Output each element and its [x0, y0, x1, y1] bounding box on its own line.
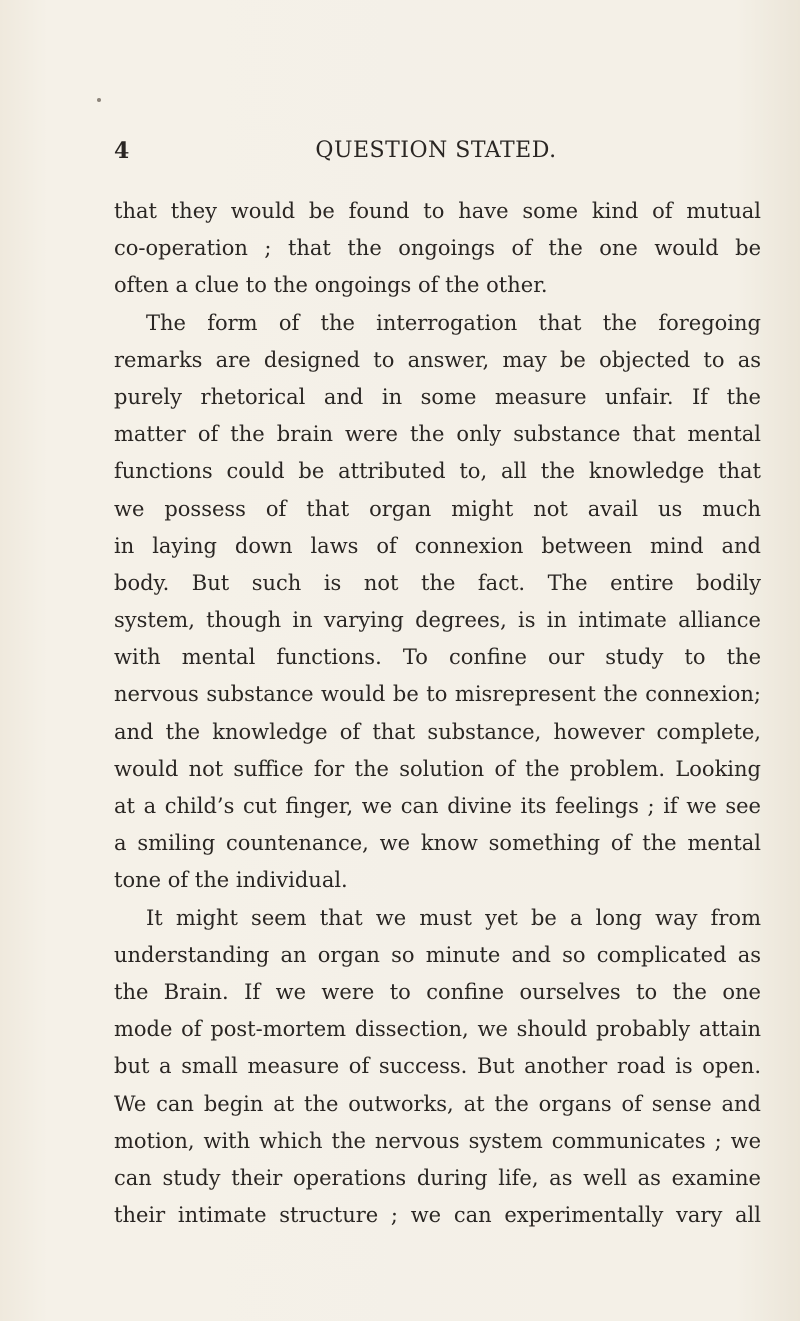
ink-speck: [97, 98, 101, 102]
text-line: and the knowledge of that substance, however complete,: [114, 719, 761, 744]
text-line: co-operation ; that the ongoings of the one would be: [114, 236, 761, 261]
text-line: mode of post-mortem dissection, we should probably attain: [114, 1017, 761, 1042]
text-line: understanding an organ so minute and so complicated as: [114, 942, 761, 967]
running-title: QUESTION STATED.: [315, 138, 557, 163]
text-line: but a small measure of success. But another road is open.: [114, 1054, 761, 1079]
text-line: that they would be found to have some kind of mutual: [114, 199, 761, 223]
text-line: the Brain. If we were to confine ourselves to the one: [114, 979, 761, 1004]
running-head: [114, 138, 758, 168]
text-line: often a clue to the ongoings of the other.: [114, 273, 548, 298]
text-line: at a child’s cut finger, we can divine its feelings ; if we see: [114, 794, 761, 818]
text-line: remarks are designed to answer, may be objected to as: [114, 347, 761, 372]
text-line: motion, with which the nervous system communicates ; we: [114, 1128, 761, 1153]
text-line: system, though in varying degrees, is in intimate alliance: [114, 608, 761, 633]
text-line: we possess of that organ might not avail us much: [114, 496, 761, 521]
text-line: matter of the brain were the only substance that mental: [114, 422, 761, 447]
text-line: would not suffice for the solution of the problem. Looking: [114, 756, 761, 781]
text-line: a smiling countenance, we know something of the mental: [114, 831, 761, 856]
page-number: 4: [114, 138, 130, 164]
text-line: nervous substance would be to misrepresent the connexion;: [114, 682, 761, 707]
text-line: body. But such is not the fact. The entire bodily: [114, 570, 761, 595]
text-line: The form of the interrogation that the foregoing: [146, 310, 761, 335]
text-line: It might seem that we must yet be a long way from: [146, 905, 761, 930]
text-line: their intimate structure ; we can experimentally vary all: [114, 1203, 761, 1228]
body-text: [114, 193, 761, 1234]
text-line: purely rhetorical and in some measure unfair. If the: [114, 384, 761, 409]
text-line: can study their operations during life, as well as examine: [114, 1165, 761, 1190]
text-line: We can begin at the outworks, at the organs of sense and: [114, 1091, 761, 1116]
text-line: functions could be attributed to, all the knowledge that: [114, 459, 761, 484]
text-line: in laying down laws of connexion between mind and: [114, 533, 761, 558]
text-line: tone of the individual.: [114, 868, 348, 893]
text-line: with mental functions. To confine our study to the: [114, 645, 761, 670]
